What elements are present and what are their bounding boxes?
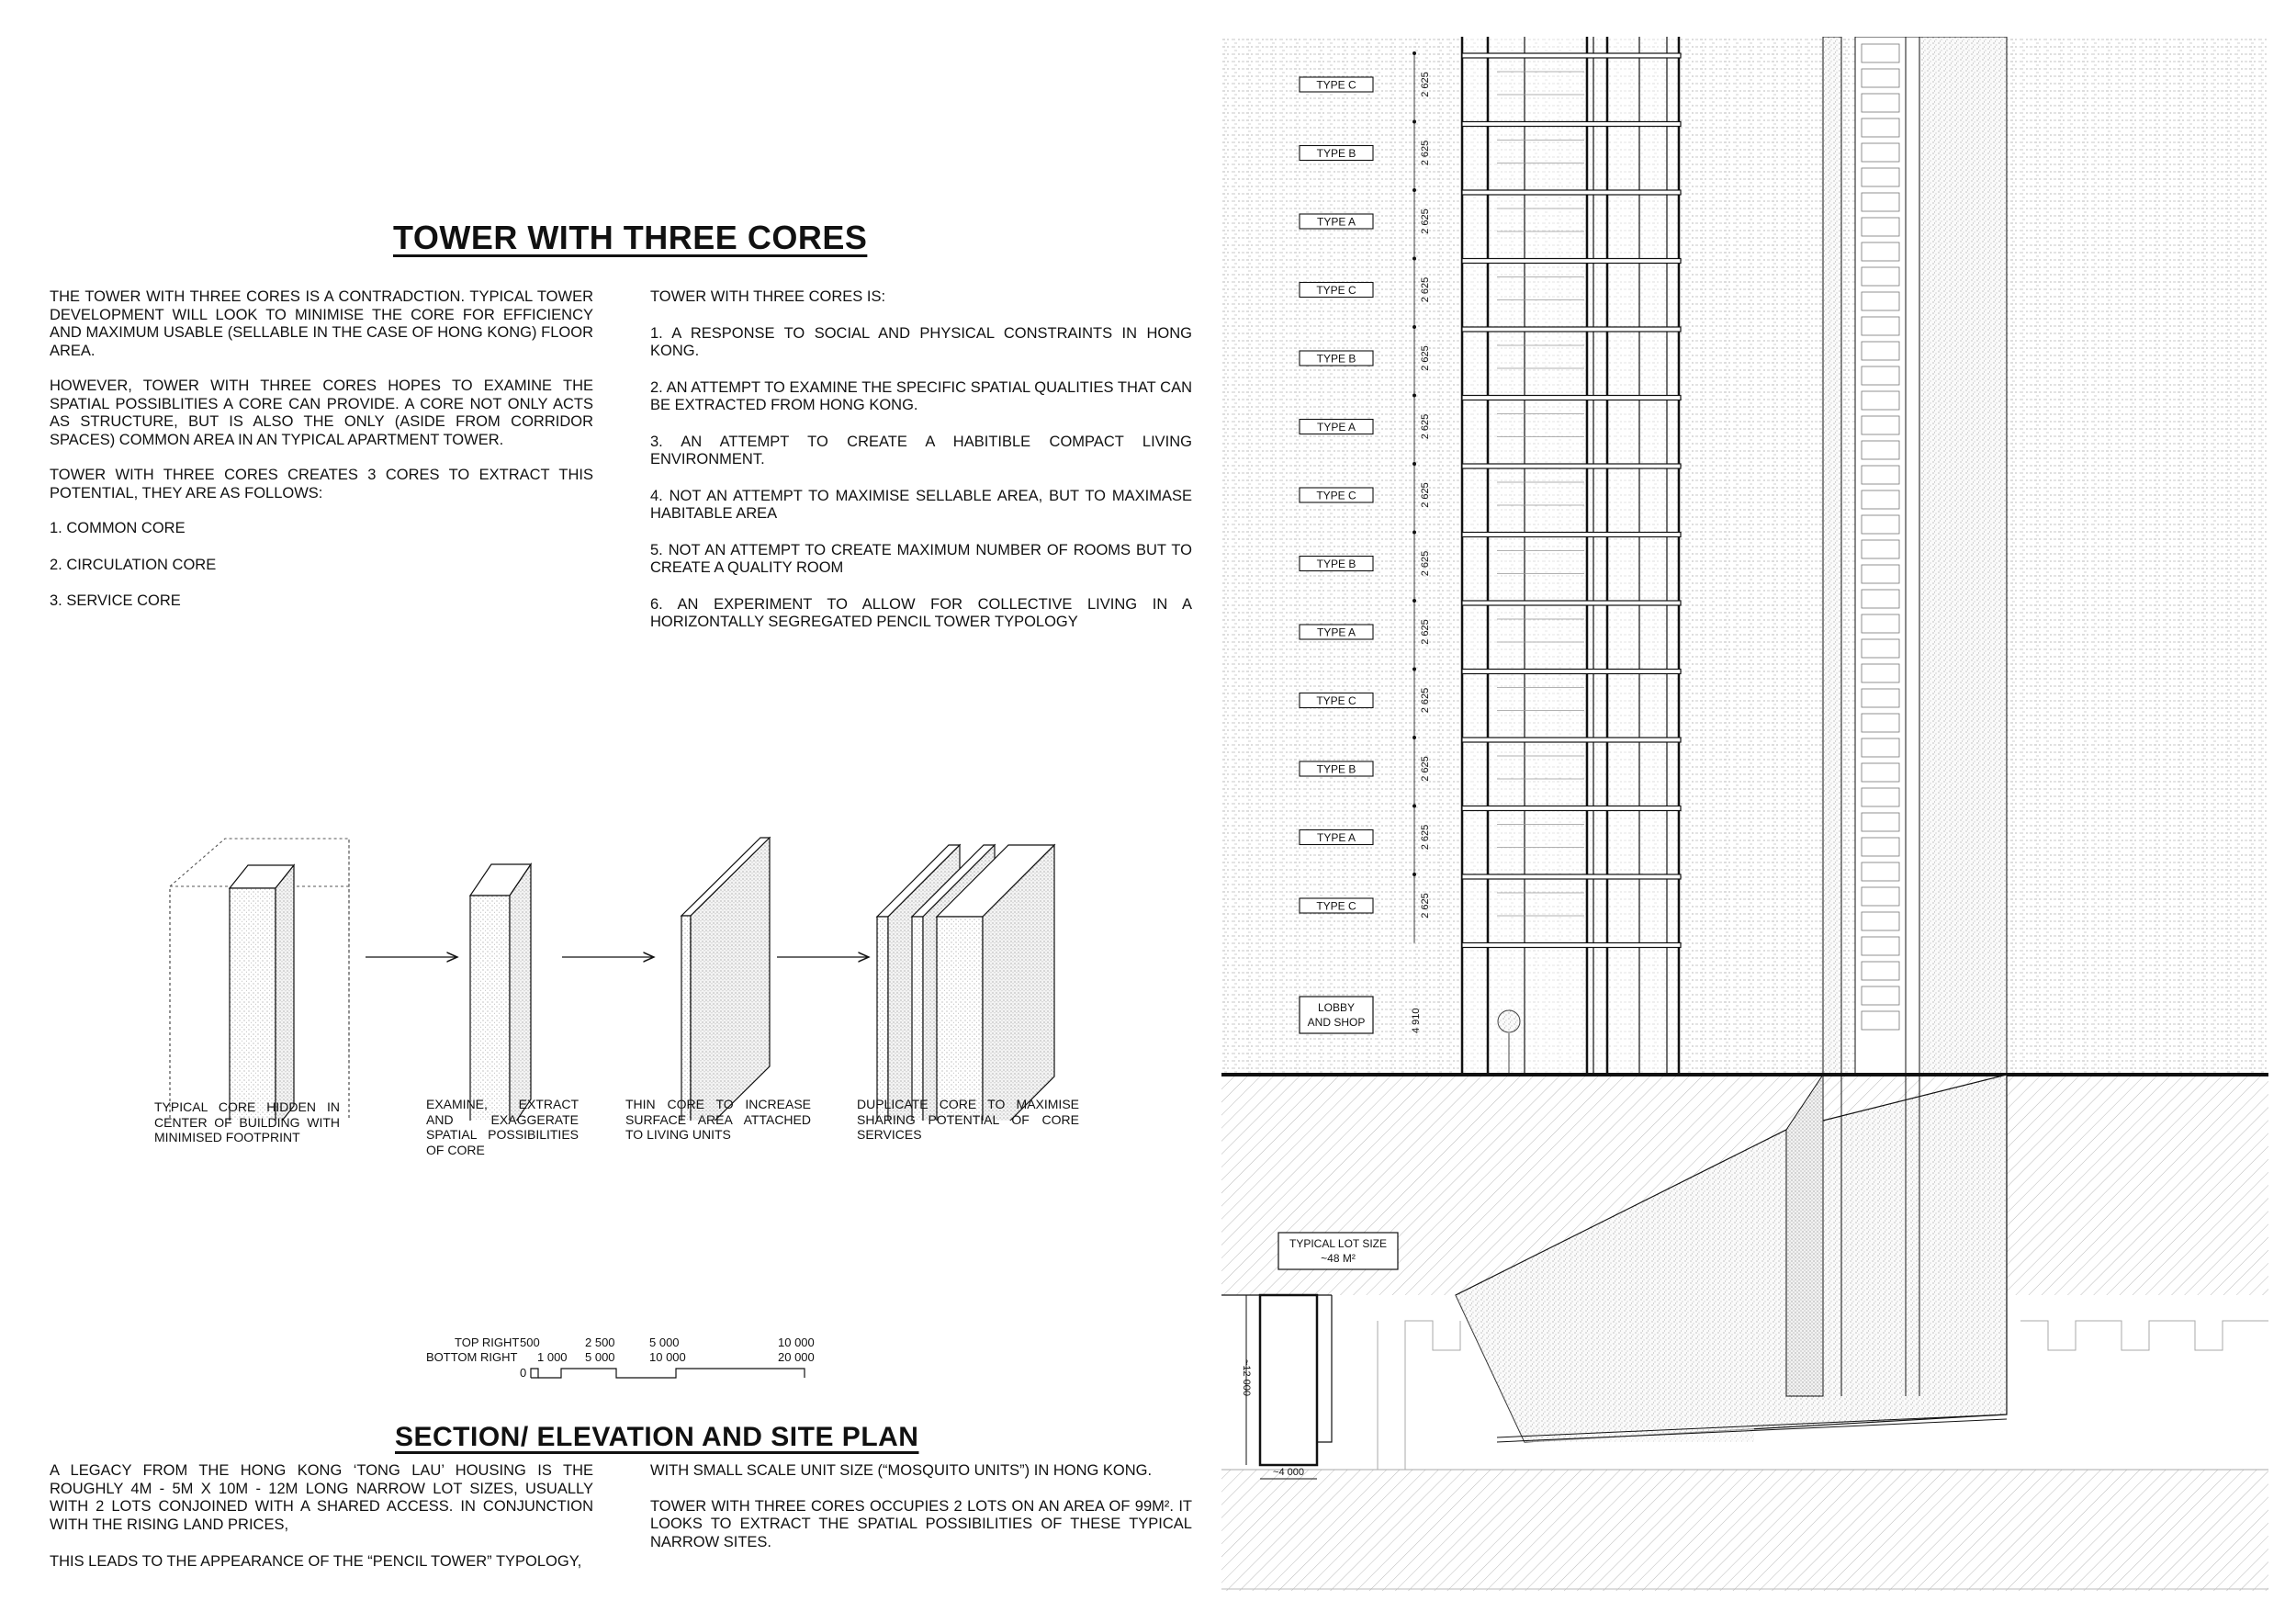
floor-type-label: TYPE B <box>1316 762 1356 776</box>
intro-right-para: 3. AN ATTEMPT TO CREATE A HABITIBLE COMPACT LIVING ENVIRONMENT. <box>650 433 1192 468</box>
floor-type-label: TYPE A <box>1316 626 1356 639</box>
dimension-tick <box>1412 531 1416 535</box>
bottom-right-para: WITH SMALL SCALE UNIT SIZE (“MOSQUITO UNITS”) IN HONG KONG. <box>650 1462 1153 1479</box>
bottom-left-para: THIS LEADS TO THE APPEARANCE OF THE “PENCIL TOWER” TYPOLOGY, <box>50 1553 582 1570</box>
core-window <box>1862 887 1899 906</box>
diagram-caption: TYPICAL CORE HIDDEN IN CENTER OF BUILDING WITH MINIMISED FOOTPRINT <box>154 1099 340 1144</box>
bottom-left-para: A LEGACY FROM THE HONG KONG ‘TONG LAU’ HOUSING IS THE ROUGHLY 4M - 5M X 10M - 12M LONG NARROW LOT SIZES, USUALLY WITH 2 LOTS CONJOINED WITH A SHARED ACCESS. IN CONJUNCTION WITH THE RISING LAND PRICES, <box>50 1462 593 1533</box>
core-window <box>1862 94 1899 112</box>
core-window <box>1862 515 1899 534</box>
core-diagram-3 <box>681 838 770 1121</box>
floor-type-label: TYPE C <box>1316 284 1356 297</box>
typical-lot-outline <box>1260 1295 1317 1465</box>
intro-right-para: 2. AN ATTEMPT TO EXAMINE THE SPECIFIC SPATIAL QUALITIES THAT CAN BE EXTRACTED FROM HONG KONG. <box>650 378 1192 413</box>
diagram-caption: EXAMINE, EXTRACT AND EXAGGERATE SPATIAL POSSIBILITIES OF CORE <box>426 1097 579 1157</box>
floor-slab <box>1462 943 1681 948</box>
dimension-tick <box>1412 51 1416 55</box>
scale-top-label: TOP RIGHT <box>455 1336 520 1349</box>
floor-type-label: TYPE B <box>1316 558 1356 570</box>
floor-dim: 2 625 <box>1420 687 1431 714</box>
floor-type-label: TYPE C <box>1316 78 1356 92</box>
floor-type-label: TYPE B <box>1316 352 1356 366</box>
intro-right-para: 4. NOT AN ATTEMPT TO MAXIMISE SELLABLE AREA, BUT TO MAXIMASE HABITABLE AREA <box>650 487 1192 522</box>
core-window <box>1862 738 1899 757</box>
core-window <box>1862 813 1899 831</box>
intro-left-para: THE TOWER WITH THREE CORES IS A CONTRADCTION. TYPICAL TOWER DEVELOPMENT WILL LOOK TO MINIMISE THE CORE FOR EFFICIENCY AND MAXIMUM USABLE (SELLABLE IN THE CASE OF HONG KONG) FLOOR AREA. <box>50 288 593 359</box>
core-window <box>1862 391 1899 410</box>
bottom-right-text <box>650 1462 1192 1569</box>
dimension-tick <box>1412 599 1416 603</box>
floor-dim: 2 625 <box>1420 209 1431 234</box>
core-window <box>1862 1011 1899 1030</box>
section-title: SECTION/ ELEVATION AND SITE PLAN <box>395 1422 919 1452</box>
floor-type-label: TYPE A <box>1316 215 1356 229</box>
section-elevation-drawing <box>1221 37 2268 1594</box>
floor-slab <box>1462 806 1681 811</box>
dimension-tick <box>1412 120 1416 124</box>
floor-type-label: TYPE C <box>1316 694 1356 707</box>
lot-dim-horizontal: ~4 000 <box>1273 1467 1304 1478</box>
page-title: TOWER WITH THREE CORES <box>393 219 868 256</box>
floor-slab <box>1462 874 1681 879</box>
core-window <box>1862 590 1899 608</box>
core-window <box>1862 838 1899 856</box>
diagram-caption: DUPLICATE CORE TO MAXIMISE SHARING POTENTIAL OF CORE SERVICES <box>857 1097 1079 1142</box>
lobby-label-line1: LOBBY <box>1317 1001 1356 1014</box>
core-window <box>1862 962 1899 980</box>
core-window <box>1862 342 1899 360</box>
core-diagrams <box>0 808 1194 1121</box>
core-window <box>1862 267 1899 286</box>
floor-slab <box>1462 670 1681 674</box>
core-window <box>1862 143 1899 162</box>
scale-bottom-value: 20 000 <box>778 1350 815 1364</box>
dimension-tick <box>1412 188 1416 192</box>
floor-slab <box>1462 464 1681 468</box>
bottom-right-para: TOWER WITH THREE CORES OCCUPIES 2 LOTS ON AN AREA OF 99M². IT LOOKS TO EXTRACT THE SPATIAL POSSIBILITIES OF THESE TYPICAL NARROW SITES. <box>650 1497 1192 1550</box>
dimension-tick <box>1412 668 1416 671</box>
site-plan <box>1221 1075 2268 1591</box>
core-window <box>1862 69 1899 87</box>
intro-right-para: TOWER WITH THREE CORES IS: <box>650 288 886 305</box>
intro-right <box>650 288 1192 649</box>
floor-slab <box>1462 190 1681 195</box>
intro-left-list-item: 1. COMMON CORE <box>50 520 186 536</box>
intro-right-para: 1. A RESPONSE TO SOCIAL AND PHYSICAL CONSTRAINTS IN HONG KONG. <box>650 324 1192 359</box>
scale-bar-ruler <box>529 1367 823 1380</box>
scale-bottom-label: BOTTOM RIGHT <box>426 1350 518 1364</box>
dimension-tick <box>1412 257 1416 261</box>
intro-right-para: 6. AN EXPERIMENT TO ALLOW FOR COLLECTIVE LIVING IN A HORIZONTALLY SEGREGATED PENCIL TOWER TYPOLOGY <box>650 595 1192 630</box>
dimension-tick <box>1412 325 1416 329</box>
core-window <box>1862 664 1899 682</box>
diagram-caption: THIN CORE TO INCREASE SURFACE AREA ATTACHED TO LIVING UNITS <box>625 1097 811 1142</box>
scale-top-value: 10 000 <box>778 1336 815 1349</box>
core-window <box>1862 540 1899 558</box>
core-window <box>1862 986 1899 1005</box>
scale-bottom-value: 10 000 <box>649 1350 686 1364</box>
core-window <box>1862 366 1899 385</box>
core-window <box>1862 416 1899 434</box>
core-window <box>1862 788 1899 806</box>
floor-type-label: TYPE C <box>1316 899 1356 913</box>
dimension-tick <box>1412 873 1416 876</box>
floor-dim: 2 625 <box>1420 550 1431 577</box>
intro-left-list-item: 3. SERVICE CORE <box>50 592 181 609</box>
core-diagram-2 <box>470 864 531 1121</box>
core-window <box>1862 44 1899 62</box>
floor-type-label: TYPE A <box>1316 831 1356 844</box>
bottom-left-text <box>50 1462 593 1589</box>
intro-left-para: TOWER WITH THREE CORES CREATES 3 CORES TO EXTRACT THIS POTENTIAL, THEY ARE AS FOLLOWS: <box>50 467 593 502</box>
floor-dim: 2 625 <box>1420 140 1431 166</box>
floor-slab <box>1462 601 1681 605</box>
scale-top-value: 500 <box>520 1336 540 1349</box>
core-window <box>1862 242 1899 261</box>
floor-dim: 2 625 <box>1420 619 1431 645</box>
lobby-label-line2: AND SHOP <box>1307 1016 1366 1029</box>
floor-dim: 2 625 <box>1420 893 1431 919</box>
intro-right-para: 5. NOT AN ATTEMPT TO CREATE MAXIMUM NUMBER OF ROOMS BUT TO CREATE A QUALITY ROOM <box>650 541 1192 576</box>
core-window <box>1862 912 1899 930</box>
lot-label-line1: TYPICAL LOT SIZE <box>1289 1237 1388 1250</box>
core-window <box>1862 292 1899 310</box>
lot-dim-vertical: ~12 000 <box>1241 1358 1252 1397</box>
scale-bottom-value: 5 000 <box>585 1350 615 1364</box>
floor-slab <box>1462 53 1681 58</box>
core-window <box>1862 490 1899 509</box>
floor-dim: 2 625 <box>1420 345 1431 371</box>
floor-dim: 2 625 <box>1420 824 1431 851</box>
dimension-tick <box>1412 805 1416 808</box>
core-window <box>1862 218 1899 236</box>
core-window <box>1862 193 1899 211</box>
floor-type-label: TYPE C <box>1316 489 1356 502</box>
floor-dim: 2 625 <box>1420 413 1431 440</box>
dimension-tick <box>1412 394 1416 398</box>
core-window <box>1862 714 1899 732</box>
core-window <box>1862 441 1899 459</box>
core-window <box>1862 862 1899 881</box>
floor-slab <box>1462 533 1681 537</box>
core-window <box>1862 763 1899 782</box>
core-window <box>1862 689 1899 707</box>
lobby-dim: 4 910 <box>1411 1008 1422 1033</box>
core-window <box>1862 466 1899 484</box>
floor-dim: 2 625 <box>1420 72 1431 97</box>
scale-zero: 0 <box>520 1366 527 1380</box>
floor-slab <box>1462 396 1681 400</box>
core-diagram-4 <box>877 845 1054 1121</box>
scale-bottom-value: 1 000 <box>537 1350 568 1364</box>
core-window <box>1862 317 1899 335</box>
sky-texture <box>1221 37 2268 1075</box>
floor-slab <box>1462 259 1681 264</box>
core-window <box>1862 639 1899 658</box>
core-window <box>1862 118 1899 137</box>
core-window <box>1862 168 1899 186</box>
floor-slab <box>1462 122 1681 127</box>
floor-type-label: TYPE B <box>1316 147 1356 160</box>
scale-top-value: 5 000 <box>649 1336 680 1349</box>
floor-slab <box>1462 738 1681 742</box>
scale-bar <box>413 1334 827 1380</box>
intro-left <box>50 288 593 628</box>
floor-dim: 2 625 <box>1420 756 1431 782</box>
floor-type-label: TYPE A <box>1316 421 1356 434</box>
core-diagram-1 <box>170 839 349 1121</box>
core-window <box>1862 614 1899 633</box>
dimension-tick <box>1412 462 1416 466</box>
core-window <box>1862 565 1899 583</box>
scale-top-value: 2 500 <box>585 1336 615 1349</box>
floor-dim: 2 625 <box>1420 276 1431 303</box>
lot-label-line2: ~48 M² <box>1321 1252 1356 1265</box>
core-window <box>1862 937 1899 955</box>
dimension-tick <box>1412 736 1416 739</box>
intro-left-list-item: 2. CIRCULATION CORE <box>50 556 217 573</box>
floor-dim: 2 625 <box>1420 482 1431 508</box>
floor-slab <box>1462 327 1681 332</box>
intro-left-para: HOWEVER, TOWER WITH THREE CORES HOPES TO EXAMINE THE SPATIAL POSSIBLITIES A CORE CAN PROVIDE. A CORE NOT ONLY ACTS AS STRUCTURE, BUT IS ALSO THE ONLY (ASIDE FROM CORRIDOR SPACES) COMMON AREA IN AN TYPICAL APARTMENT TOWER. <box>50 378 593 448</box>
